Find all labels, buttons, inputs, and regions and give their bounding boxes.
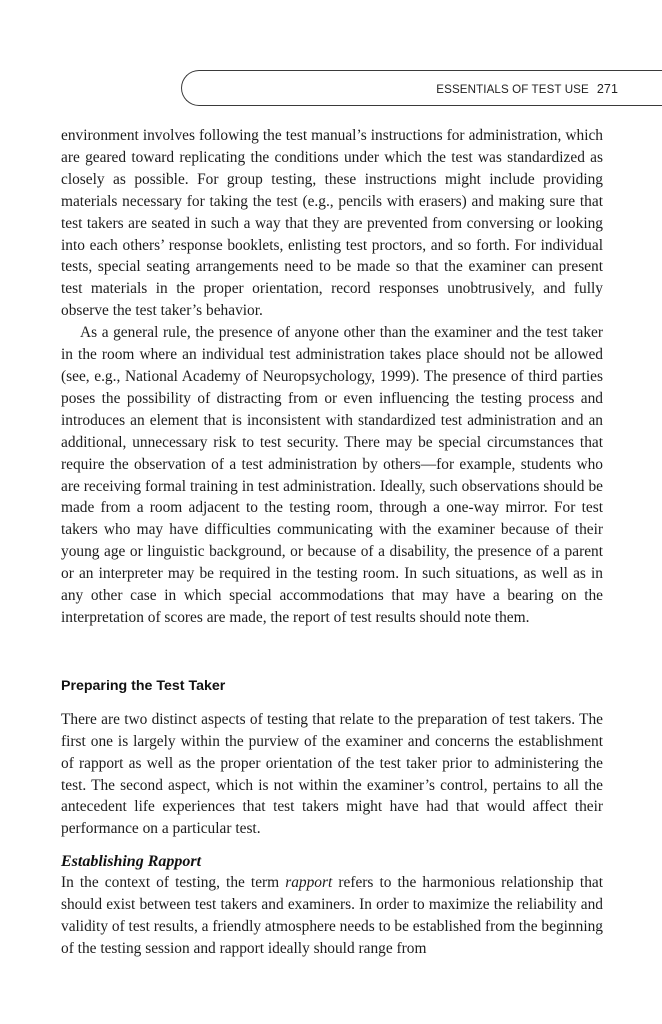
subsection-heading: Establishing Rapport — [61, 853, 202, 871]
body-paragraph-1: environment involves following the test manual’s instructions for administration, which are geared toward replicating the conditions under which the test was standardized as closely as possible. For group testing, these instructions might include providing materials necessary for taking the test (e.g., pencils with erasers) and making sure that test takers are seated in such a way that they are prevented from conversing or looking into each others’ response booklets, enlisting test proctors, and so forth. For individual tests, special seating arrangements need to be made so that the examiner can present test materials in the proper orientation, record responses unobtrusively, and fully observe the test taker’s behavior. — [61, 127, 603, 320]
subsection-text-before-term: In the context of testing, the term — [61, 874, 286, 892]
subsection-paragraph — [61, 872, 603, 960]
section-paragraph-1: There are two distinct aspects of testing that relate to the preparation of test takers. The first one is largely within the purview of the examiner and concerns the establishment of rapport as well as the proper orientation of the test taker prior to administering the test. The second aspect, which is not within the examiner’s control, pertains to all the antecedent life experiences that test takers might have had that would affect their performance on a particular test. — [61, 710, 603, 838]
page-body — [61, 125, 603, 960]
subsection-text-after-term: refers to the harmonious relationship that should exist between test takers and examiners. In order to maximize the reliability and validity of test results, a friendly atmosphere needs to be established from the beginning of the testing session and rapport ideally should range from — [61, 874, 603, 957]
running-title: ESSENTIALS OF TEST USE — [436, 83, 589, 96]
section-heading: Preparing the Test Taker — [61, 677, 226, 694]
body-paragraph-2: As a general rule, the presence of anyone other than the examiner and the test taker in the room where an individual test administration takes place should not be allowed (see, e.g., National Academy of Neuropsychology, 1999). The presence of third parties poses the possibility of distracting from or even influencing the testing process and introduces an element that is inconsistent with standardized test administration and an additional, unnecessary risk to test security. There may be special circumstances that require the observation of a test administration by others—for example, students who are receiving formal training in test administration. Ideally, such observations should be made from a room adjacent to the testing room, through a one-way mirror. For test takers who may have difficulties communicating with the examiner because of their young age or linguistic background, or because of a disability, the presence of a parent or an interpreter may be required in the testing room. In such situations, as well as in any other case in which special accommodations that may have a bearing on the interpretation of scores are made, the report of test results should note them. — [61, 324, 603, 626]
running-header — [436, 82, 618, 96]
page-number: 271 — [596, 82, 618, 96]
italic-term: rapport — [285, 874, 333, 892]
